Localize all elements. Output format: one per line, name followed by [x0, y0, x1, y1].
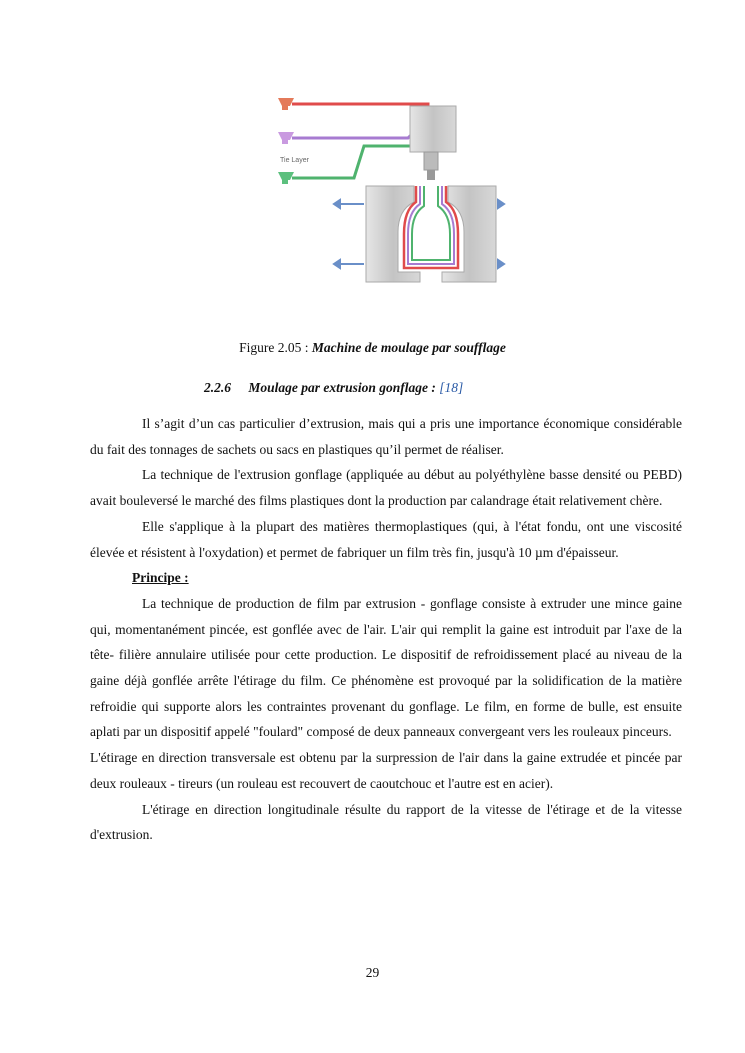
paragraph-4: La technique de production de film par extrusion - gonflage consiste à extruder une mince gaine qui, momentanément pincée, est gonflée avec de l'air. L'air qui remplit la gaine est introduit par l'axe de la tête- filière annulaire utilisée pour cette production. Le dispositif de refroidissement placé au niveau de la gaine déjà gonflée arrête l'étirage du film. Ce phénomène est provoqué par la solidification de la matière refroidie qui supporte alors les contraintes provenant du gonflage. Le film, en forme de bulle, est ensuite aplati par un dispositif appelé "foulard" composé de deux panneaux convergeant vers les rouleaux pinceurs. [90, 595, 682, 740]
tie-layer-label: Tie Layer [280, 157, 309, 164]
principe-heading: Principe : [132, 570, 189, 586]
section-heading [204, 380, 463, 396]
paragraph-3: Elle s'applique à la plupart des matières thermoplastiques (qui, à l'état fondu, ont une viscosité élevée et résistent à l'oxydation) et permet de fabriquer un film très fin, jusqu'à 10 µm d'épaisseur. [90, 518, 682, 560]
blow-molding-figure [268, 92, 508, 300]
paragraph-1: Il s’agit d’un cas particulier d’extrusion, mais qui a pris une importance économique considérable du fait des tonnages de sachets ou sacs en plastiques qu’il permet de réaliser. [90, 416, 682, 457]
figure-caption [0, 340, 745, 356]
paragraph-2: La technique de l'extrusion gonflage (appliquée au début au polyéthylène basse densité ou PEBD) avait bouleversé le marché des films plastiques dont la production par calandrage était relativement chère. [90, 467, 682, 509]
blow-molding-machine-diagram-icon [268, 92, 508, 300]
paragraph-6: L'étirage en direction longitudinale résulte du rapport de la vitesse de l'étirage et de la vitesse d'extrusion. [90, 801, 682, 843]
caption-prefix: Figure 2.05 : [239, 340, 312, 355]
page-number: 29 [365, 965, 380, 980]
caption-title: Machine de moulage par soufflage [311, 340, 506, 355]
paragraph-5: L'étirage en direction transversale est obtenu par la surpression de l'air dans la gaine extrudée et pincée par deux rouleaux - tireurs (un rouleau est recouvert de caoutchouc et l'autre est en acier). [90, 750, 682, 791]
section-title: Moulage par extrusion gonflage : [248, 380, 436, 395]
body-text [90, 411, 682, 848]
section-number: 2.2.6 [204, 380, 231, 395]
section-reference-link[interactable]: [18] [439, 380, 464, 395]
